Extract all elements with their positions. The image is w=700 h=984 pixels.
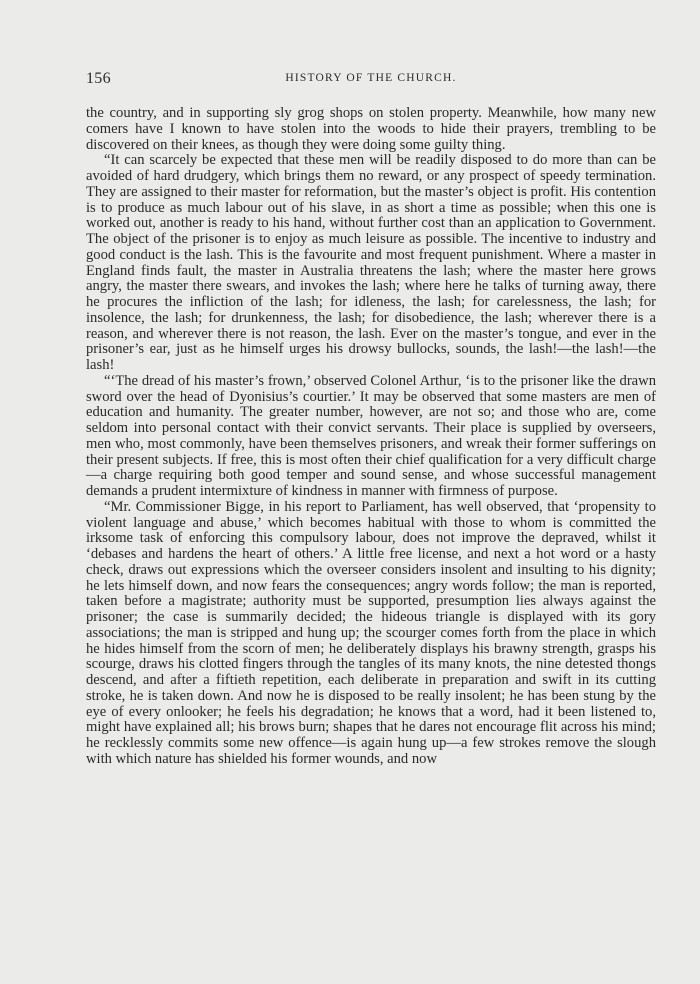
page-header [86,70,656,90]
body-text [86,106,656,768]
running-head: HISTORY OF THE CHURCH. [285,72,457,84]
paragraph: “Mr. Commissioner Bigge, in his report to Parliament, has well observed, that ‘propensity to violent language and abuse,’ which becomes habitual with those to whom is committed the irksome task of enforcing this compulsory labour, does not improve the depraved, whilst it ‘debases and hardens the heart of others.’ A little free license, and next a hot word or a hasty check, draws out expressions which the overseer considers insolent and insulting to his dignity; he lets himself down, and now fears the consequences; angry words follow; the man is reported, taken before a magistrate; authority must be supported, presumption lies always against the prisoner; the case is summarily decided; the hideous triangle is displayed with its gory associations; the man is stripped and hung up; the scourger comes forth from the place in which he hides himself from the scorn of men; he deliberately displays his brawny strength, grasps his scourge, draws his clotted fingers through the tangles of its many knots, the nine detested thongs descend, and after a fiftieth repetition, each deliberate in preparation and swift in its cutting stroke, he is taken down. And now he is disposed to be really insolent; he has been stung by the eye of every onlooker; he feels his degradation; he knows that a word, had it been listened to, might have explained all; his brows burn; shapes that he dares not encourage flit across his mind; he recklessly commits some new offence—is again hung up—a few strokes remove the slough with which nature has shielded his former wounds, and now [86,498,656,767]
paragraph: “‘The dread of his master’s frown,’ observed Colonel Arthur, ‘is to the prisoner like the drawn sword over the head of Dyonisius’s courtier.’ It may be observed that some masters are men of education and humanity. The greater number, however, are not so; and those who are, come seldom into personal contact with their convict servants. Their place is supplied by overseers, men who, most commonly, have been themselves prisoners, and wreak their former sufferings on their present subjects. If free, this is most often their chief qualification for a very difficult charge—a charge requiring both good temper and sound sense, and whose successful management demands a prudent intermixture of kindness in manner with firmness of purpose. [86,372,656,499]
page-number: 156 [86,70,111,87]
paragraph: the country, and in supporting sly grog shops on stolen property. Meanwhile, how many new comers have I known to have stolen into the woods to hide their prayers, trembling to be discovered on their knees, as though they were doing some guilty thing. [86,105,656,153]
paragraph: “It can scarcely be expected that these men will be readily disposed to do more than can be avoided of hard drudgery, which brings them no reward, or any prospect of speedy termination. They are assigned to their master for reformation, but the master’s object is profit. His contention is to produce as much labour out of his slave, in as short a time as possible; when this one is worked out, another is ready to his hand, without further cost than an application to Government. The object of the prisoner is to enjoy as much leisure as possible. The incentive to industry and good conduct is the lash. This is the favourite and most frequent punishment. Where a master in England finds fault, the master in Australia threatens the lash; where the master here grows angry, the master there swears, and invokes the lash; where here he talks of turning away, there he procures the infliction of the lash; for idleness, the lash; for carelessness, the lash; for insolence, the lash; for drunkenness, the lash; for disobedience, the lash; wherever there is a reason, and wherever there is not reason, the lash. Ever on the master’s tongue, and ever in the prisoner’s ear, just as he himself urges his drowsy bullocks, sounds, the lash!—the lash!—the lash! [86,152,656,373]
